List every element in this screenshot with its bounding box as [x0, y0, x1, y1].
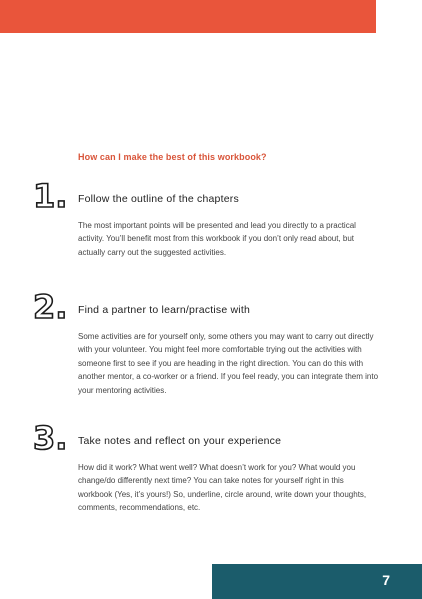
page-number: 7	[382, 572, 390, 588]
step-number: 2.	[33, 288, 68, 326]
step-title: Follow the outline of the chapters	[78, 193, 239, 205]
step-body: The most important points will be presented and lead you directly to a practical activity. You’ll benefit most from this workbook if you don’t only read about, but actually carry out the suggested activities.	[78, 221, 356, 257]
top-accent-bar	[0, 0, 376, 33]
section-heading: How can I make the best of this workbook?	[78, 152, 267, 162]
step-body: Some activities are for yourself only, some others you may want to carry out directly with your volunteer. You might feel more comfortable trying out the activities with someone first to see if you are heading in the right direction. You can do this with another mentor, a co-worker or a friend. If you feel ready, you can integrate them into your mentoring activities.	[78, 332, 379, 395]
step-title: Take notes and reflect on your experience	[78, 435, 282, 447]
footer-bar	[212, 564, 422, 599]
step-title: Find a partner to learn/practise with	[78, 304, 250, 316]
step-number: 3.	[33, 419, 68, 457]
step-body: How did it work? What went well? What doesn’t work for you? What would you change/do differently next time? You can take notes for yourself right in this workbook (Yes, it’s yours!) So, underline, circle around, write down your thoughts, comments, recommendations, etc.	[78, 463, 367, 513]
step-number: 1.	[33, 177, 68, 215]
